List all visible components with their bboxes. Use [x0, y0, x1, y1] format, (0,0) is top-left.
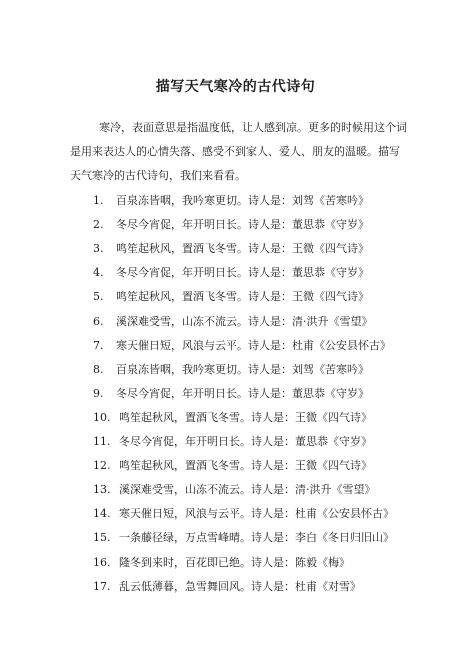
list-item — [0, 194, 471, 208]
list-item — [0, 580, 471, 594]
poem-text: 寒天催日短，风浪与云平。诗人是：杜甫《公安县怀古》 — [116, 339, 391, 352]
poem-text: 一条藤径绿，万点雪峰晴。诗人是：李白《冬日归旧山》 — [119, 531, 394, 544]
intro-line-2: 是用来表达人的心情失落、感受不到家人、爱人、朋友的温暖。描写 — [70, 145, 400, 158]
poem-text: 隆冬到来时，百花即已绝。诗人是：陈毅《梅》 — [119, 556, 350, 569]
list-item — [0, 339, 471, 353]
poem-number: 4. — [93, 266, 104, 279]
poem-number: 13. — [93, 483, 111, 496]
list-item — [0, 242, 471, 256]
poem-text: 鸣笙起秋风，置酒飞冬雪。诗人是：王微《四气诗》 — [119, 411, 372, 424]
list-item — [0, 411, 471, 425]
list-item — [0, 531, 471, 545]
poem-text: 冬尽今宵促，年开明日长。诗人是：董思恭《守岁》 — [119, 435, 372, 448]
poem-text: 鸣笙起秋风，置酒飞冬雪。诗人是：王微《四气诗》 — [116, 290, 369, 303]
list-item — [0, 507, 471, 521]
list-item — [0, 266, 471, 280]
list-item — [0, 556, 471, 570]
list-item — [0, 435, 471, 449]
poem-text: 百泉冻皆咽，我吟寒更切。诗人是：刘驾《苦寒吟》 — [116, 363, 369, 376]
poem-text: 冬尽今宵促，年开明日长。诗人是：董思恭《守岁》 — [116, 266, 369, 279]
poem-number: 14. — [93, 507, 111, 520]
poem-number: 17. — [93, 580, 111, 593]
poem-number: 3. — [93, 242, 104, 255]
list-item — [0, 290, 471, 304]
poem-text: 鸣笙起秋风，置酒飞冬雪。诗人是：王微《四气诗》 — [116, 242, 369, 255]
poem-text: 乱云低薄暮，急雪舞回风。诗人是：杜甫《对雪》 — [119, 580, 361, 593]
intro-line-1: 寒冷，表面意思是指温度低，让人感到凉。更多的时候用这个词 — [99, 121, 407, 134]
poem-text: 百泉冻皆咽，我吟寒更切。诗人是：刘驾《苦寒吟》 — [116, 194, 369, 207]
list-item — [0, 387, 471, 401]
poem-text: 溪深难受雪，山冻不流云。诗人是：清·洪升《雪望》 — [116, 315, 373, 328]
poem-number: 5. — [93, 290, 104, 303]
list-item — [0, 218, 471, 232]
list-item — [0, 483, 471, 497]
poem-text: 鸣笙起秋风，置酒飞冬雪。诗人是：王微《四气诗》 — [119, 459, 372, 472]
poem-number: 11. — [93, 435, 111, 448]
poem-number: 15. — [93, 531, 111, 544]
list-item — [0, 315, 471, 329]
poem-number: 9. — [93, 387, 104, 400]
poem-number: 12. — [93, 459, 111, 472]
poem-number: 1. — [93, 194, 104, 207]
poem-text: 寒天催日短，风浪与云平。诗人是：杜甫《公安县怀古》 — [119, 507, 394, 520]
poem-number: 7. — [93, 339, 104, 352]
poem-number: 6. — [93, 315, 104, 328]
poem-number: 10. — [93, 411, 111, 424]
poem-number: 16. — [93, 556, 111, 569]
list-item — [0, 363, 471, 377]
document-title: 描写天气寒冷的古代诗句 — [155, 79, 316, 95]
list-item — [0, 459, 471, 473]
poem-text: 溪深难受雪，山冻不流云。诗人是：清·洪升《雪望》 — [119, 483, 376, 496]
intro-line-3: 天气寒冷的古代诗句，我们来看看。 — [70, 169, 246, 182]
poem-text: 冬尽今宵促，年开明日长。诗人是：董思恭《守岁》 — [116, 387, 369, 400]
poem-number: 2. — [93, 218, 104, 231]
poem-number: 8. — [93, 363, 104, 376]
poem-text: 冬尽今宵促，年开明日长。诗人是：董思恭《守岁》 — [116, 218, 369, 231]
